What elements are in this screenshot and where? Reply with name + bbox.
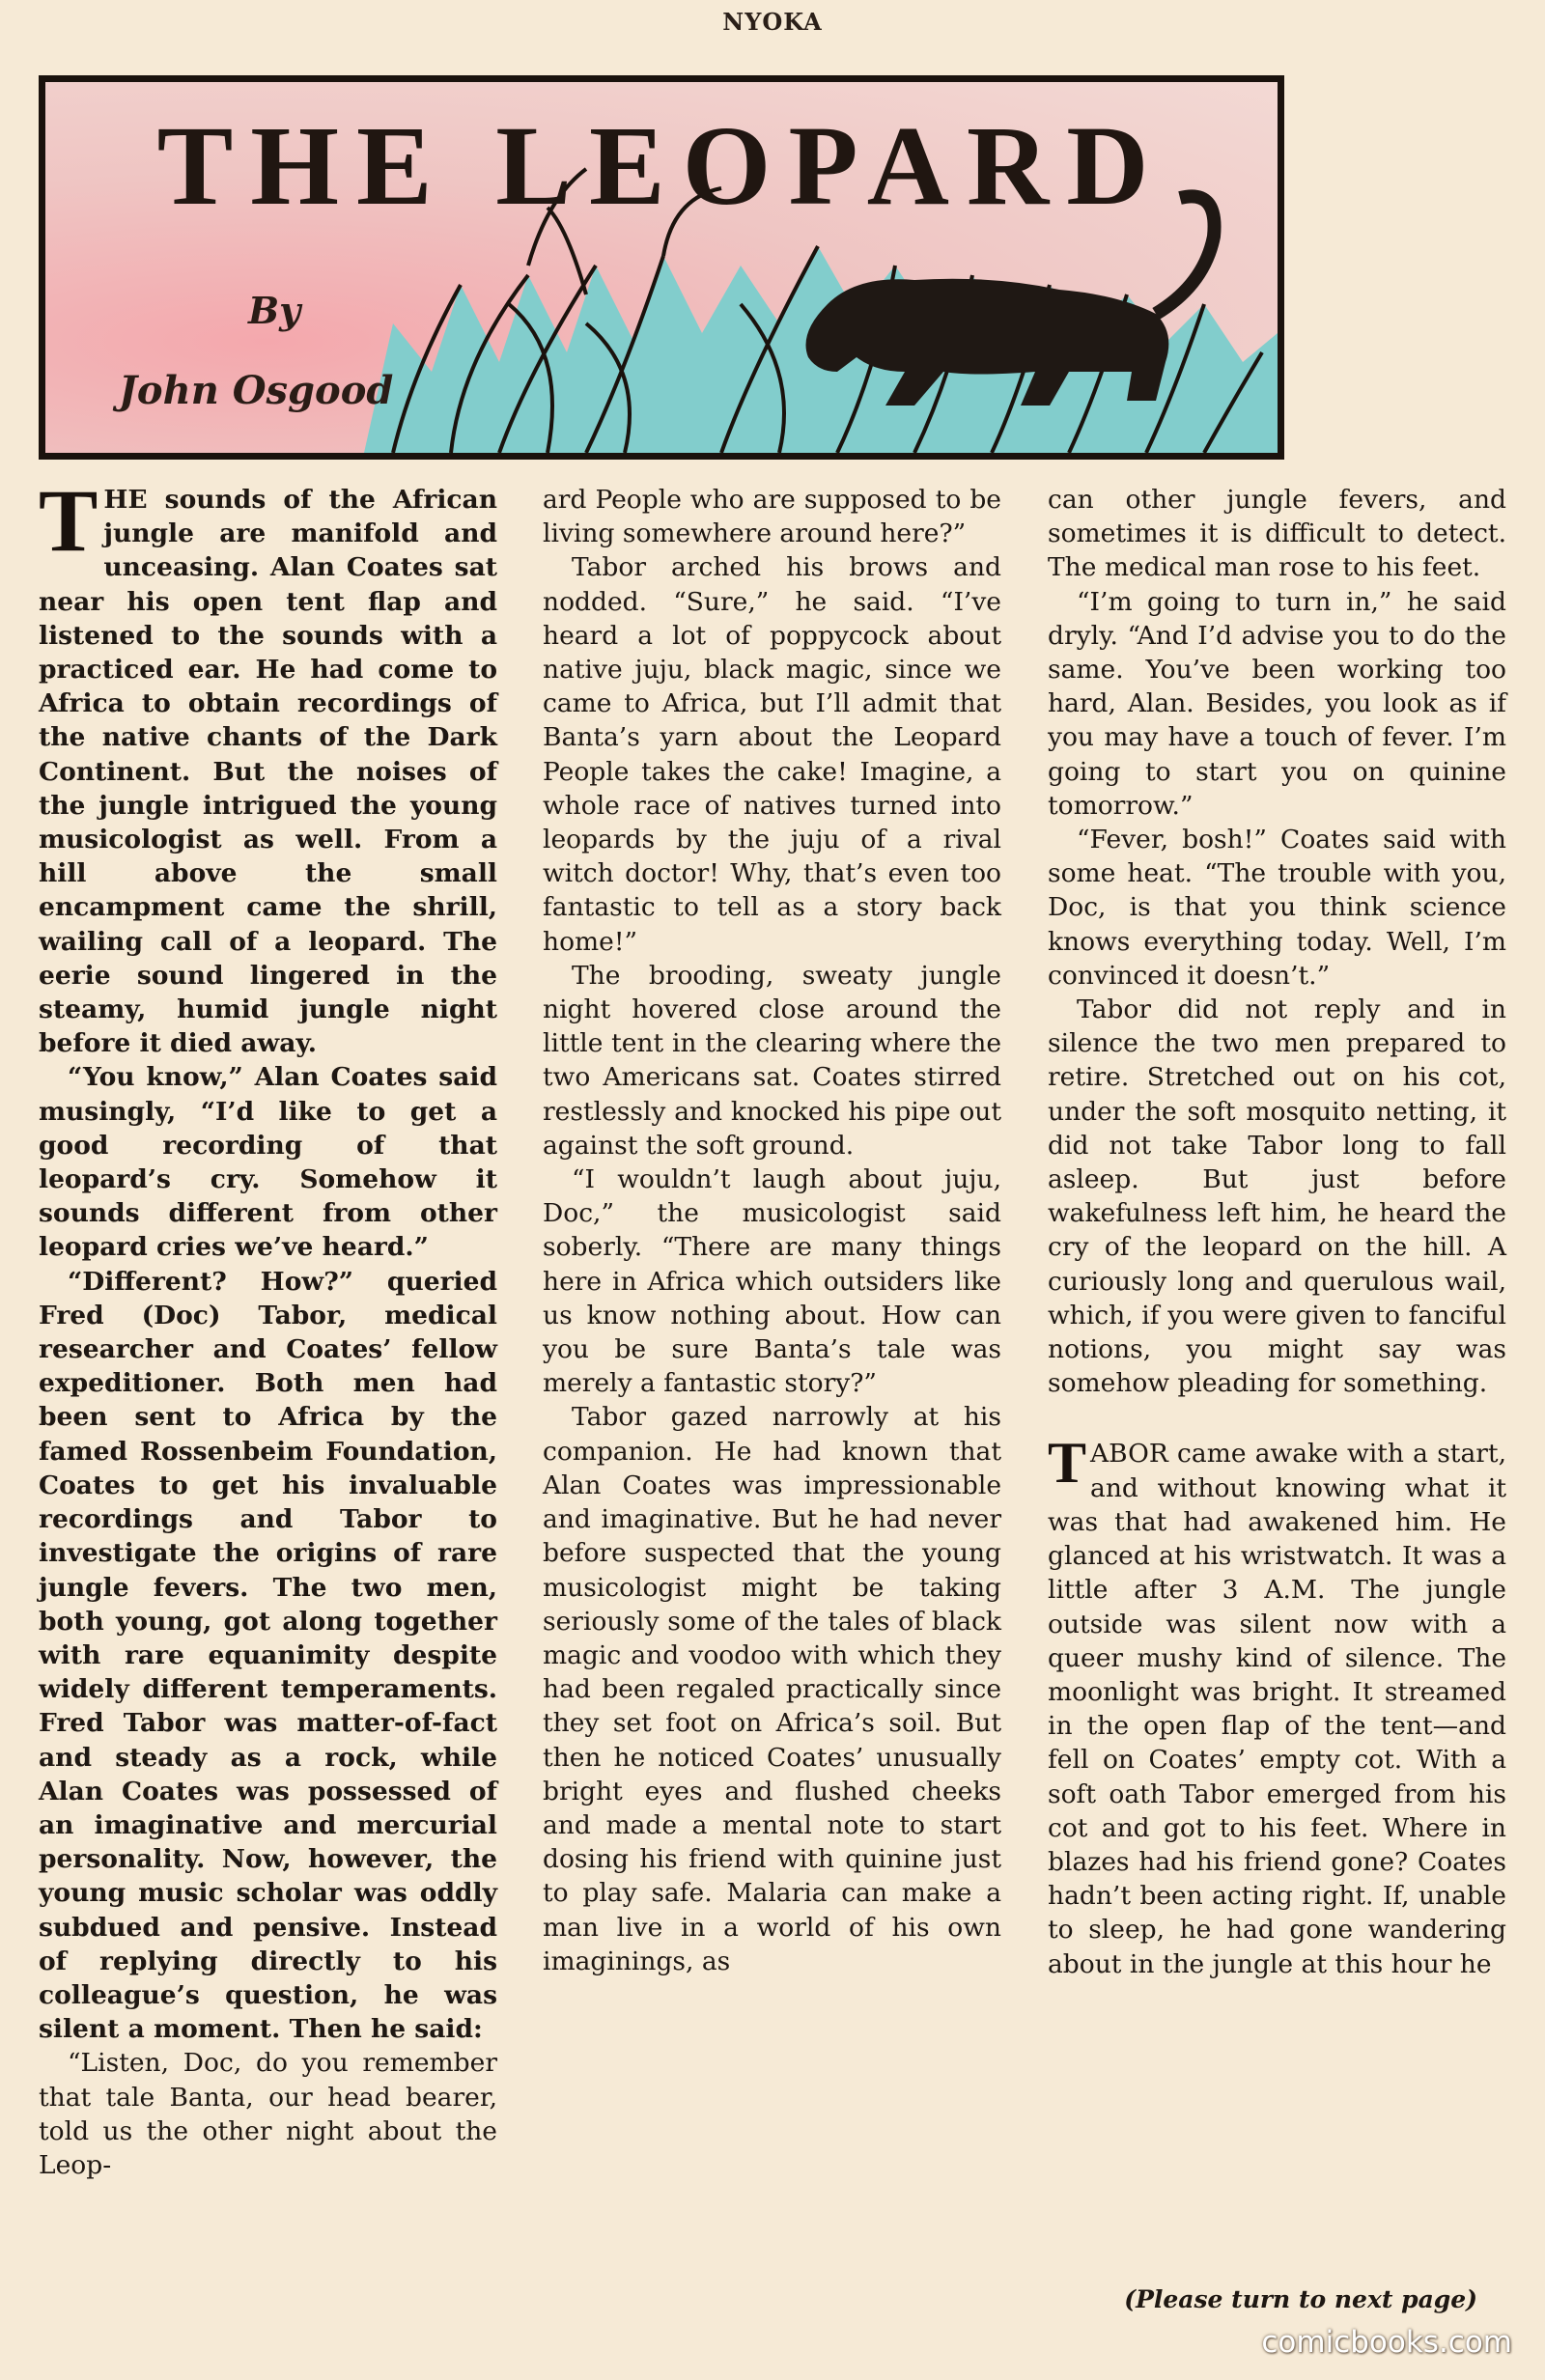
paragraph: “I wouldn’t laugh about juju, Doc,” the musicologist said soberly. “There are many things here in Africa which outsiders like us know nothing about. How can you be sure Banta’s tale was merely a fantastic story?”: [543, 1164, 1001, 1399]
paragraph: The brooding, sweaty jungle night hovered close around the little tent in the clearing where the two Americans sat. Coates stirred restlessly and knocked his pipe out against the soft ground.: [543, 960, 1001, 1161]
paragraph: “You know,” Alan Coates said musingly, “I’d like to get a good recording of that leopard’s cry. Somehow it sounds different from other leopard cries we’ve heard.”: [39, 1062, 497, 1263]
paragraph: ard People who are supposed to be living somewhere around here?”: [543, 485, 1001, 549]
paragraph: “I’m going to turn in,” he said dryly. “And I’d advise you to do the same. You’ve been working too hard, Alan. Besides, you look as if you may have a touch of fever. I’m going to start you on quinine tomorrow.”: [1048, 586, 1506, 821]
continued-note: (Please turn to next page): [1124, 2285, 1477, 2313]
column-2: [543, 483, 1001, 1978]
drop-cap: T: [39, 471, 98, 570]
story-body: [39, 471, 1506, 2322]
paragraph: can other jungle fevers, and sometimes it is difficult to detect. The medical man rose to his feet.: [1048, 485, 1506, 583]
paragraph: “Fever, bosh!” Coates said with some heat. “The trouble with you, Doc, is that you think science knows everything today. Well, I’m convinced it doesn’t.”: [1048, 825, 1506, 991]
drop-cap: T: [1048, 1431, 1087, 1496]
paragraph: Tabor arched his brows and nodded. “Sure,” he said. “I’ve heard a lot of poppycock about native juju, black magic, since we came to Africa, but I’ll admit that Banta’s yarn about the Leopard People takes the cake! Imagine, a whole race of natives turned into leopards by the juju of a rival witch doctor! Why, that’s even too fantastic to tell as a story back home!”: [543, 552, 1001, 957]
byline-author: John Osgood: [119, 368, 394, 413]
paragraph: Tabor did not reply and in silence the two men prepared to retire. Stretched out on his cot, under the soft mosquito netting, it did not take Tabor long to fall asleep. But just before wakefulness left him, he heard the cry of the leopard on the hill. A curiously long and querulous wail, which, if you were given to fanciful notions, you might say was somehow pleading for something.: [1048, 994, 1506, 1399]
watermark: comicbooks.com: [1261, 2325, 1512, 2360]
column-3: [1048, 483, 1506, 1981]
story-title: THE LEOPARD: [156, 102, 1166, 229]
byline-by: By: [248, 289, 301, 332]
paragraph: “Different? How?” queried Fred (Doc) Tabor, medical researcher and Coates’ fellow expeditioner. Both men had been sent to Africa by the famed Rossenbeim Foundation, Coates to get his invaluable recordings and Tabor to investigate the origins of rare jungle fevers. The two men, both young, got along together with rare equanimity despite widely different temperaments. Fred Tabor was matter-of-fact and steady as a rock, while Alan Coates was possessed of an imaginative and mercurial personality. Now, however, the young music scholar was oddly subdued and pensive. Instead of replying directly to his colleague’s question, he was silent a moment. Then he said:: [39, 1266, 497, 2045]
title-panel: [39, 75, 1284, 460]
column-1: [39, 471, 497, 2182]
paragraph: “Listen, Doc, do you remember that tale Banta, our head bearer, told us the other night about the Leop-: [39, 2048, 497, 2180]
paragraph: THE sounds of the African jungle are manifold and unceasing. Alan Coates sat near his open tent flap and listened to the sounds with a practiced ear. He had come to Africa to obtain recordings of the native chants of the Dark Continent. But the noises of the jungle intrigued the young musicologist as well. From a hill above the small encampment came the shrill, wailing call of a leopard. The eerie sound lingered in the steamy, humid jungle night before it died away.: [39, 471, 497, 1059]
section-break: [1048, 1400, 1506, 1437]
running-head: NYOKA: [722, 8, 823, 36]
paragraph: TABOR came awake with a start, and without knowing what it was that had awakened him. He glanced at his wristwatch. It was a little after 3 A.M. The jungle outside was silent now with a queer mushy kind of silence. The moonlight was bright. It streamed in the open flap of the tent—and fell on Coates’ empty cot. With a soft oath Tabor emerged from his cot and got to his feet. Where in blazes had his friend gone? Coates hadn’t been acting right. If, unable to sleep, he had gone wandering about in the jungle at this hour he: [1048, 1431, 1506, 1979]
paragraph: Tabor gazed narrowly at his companion. He had known that Alan Coates was impressionable and imaginative. But he had never before suspected that the young musicologist might be taking seriously some of the tales of black magic and voodoo with which they had been regaled practically since they set foot on Africa’s soil. But then he noticed Coates’ unusually bright eyes and flushed cheeks and made a mental note to start dosing his friend with quinine just to play safe. Malaria can make a man live in a world of his own imaginings, as: [543, 1402, 1001, 1976]
